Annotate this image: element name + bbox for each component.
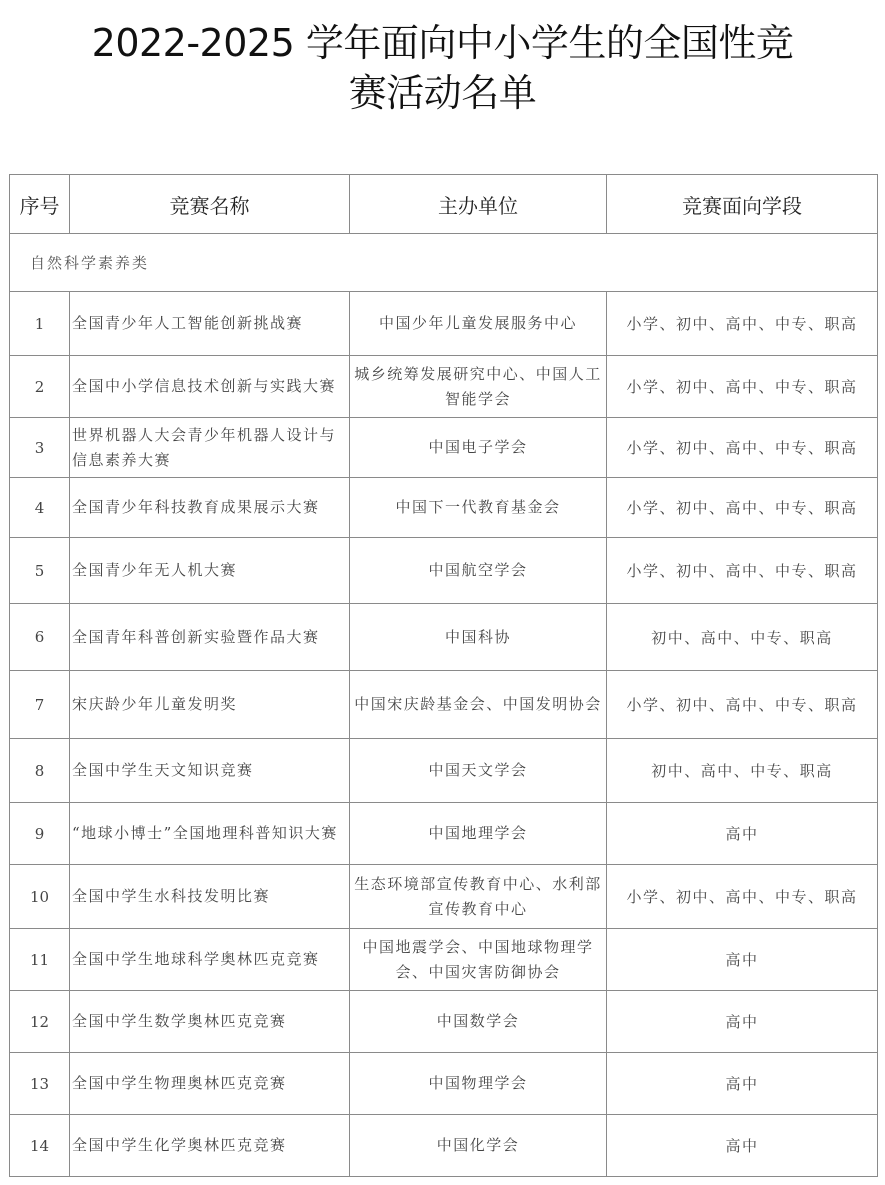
row-number: 12 bbox=[10, 991, 70, 1053]
school-levels: 初中、高中、中专、职高 bbox=[607, 604, 878, 671]
competition-name: 全国中学生化学奥林匹克竞赛 bbox=[70, 1115, 350, 1177]
organizer: 中国宋庆龄基金会、中国发明协会 bbox=[350, 671, 607, 739]
table-row bbox=[10, 478, 878, 538]
table-row bbox=[10, 929, 878, 991]
table-row bbox=[10, 604, 878, 671]
header-no: 序号 bbox=[10, 175, 70, 234]
header-name: 竞赛名称 bbox=[70, 175, 350, 234]
table-row bbox=[10, 671, 878, 739]
row-number: 9 bbox=[10, 803, 70, 865]
table-row bbox=[10, 1115, 878, 1177]
organizer: 城乡统筹发展研究中心、中国人工智能学会 bbox=[350, 356, 607, 418]
competition-name: 全国青年科普创新实验暨作品大赛 bbox=[70, 604, 350, 671]
school-levels: 高中 bbox=[607, 803, 878, 865]
school-levels: 小学、初中、高中、中专、职高 bbox=[607, 538, 878, 604]
school-levels: 高中 bbox=[607, 1053, 878, 1115]
organizer: 中国少年儿童发展服务中心 bbox=[350, 292, 607, 356]
organizer: 中国化学会 bbox=[350, 1115, 607, 1177]
competition-name: 全国中学生水科技发明比赛 bbox=[70, 865, 350, 929]
row-number: 2 bbox=[10, 356, 70, 418]
table-row bbox=[10, 803, 878, 865]
school-levels: 小学、初中、高中、中专、职高 bbox=[607, 292, 878, 356]
competition-name: 世界机器人大会青少年机器人设计与信息素养大赛 bbox=[70, 418, 350, 478]
school-levels: 小学、初中、高中、中专、职高 bbox=[607, 418, 878, 478]
table-row bbox=[10, 356, 878, 418]
category-row bbox=[10, 234, 878, 292]
competition-name: 全国中学生数学奥林匹克竞赛 bbox=[70, 991, 350, 1053]
organizer: 中国航空学会 bbox=[350, 538, 607, 604]
row-number: 6 bbox=[10, 604, 70, 671]
row-number: 5 bbox=[10, 538, 70, 604]
school-levels: 初中、高中、中专、职高 bbox=[607, 739, 878, 803]
school-levels: 高中 bbox=[607, 991, 878, 1053]
table-row bbox=[10, 865, 878, 929]
row-number: 1 bbox=[10, 292, 70, 356]
document-title bbox=[0, 18, 885, 118]
competition-name: 宋庆龄少年儿童发明奖 bbox=[70, 671, 350, 739]
competition-name: 全国中小学信息技术创新与实践大赛 bbox=[70, 356, 350, 418]
organizer: 生态环境部宣传教育中心、水利部宣传教育中心 bbox=[350, 865, 607, 929]
organizer: 中国物理学会 bbox=[350, 1053, 607, 1115]
competition-name: “地球小博士”全国地理科普知识大赛 bbox=[70, 803, 350, 865]
organizer: 中国电子学会 bbox=[350, 418, 607, 478]
table-row bbox=[10, 292, 878, 356]
organizer: 中国数学会 bbox=[350, 991, 607, 1053]
table-row bbox=[10, 739, 878, 803]
competition-name: 全国青少年科技教育成果展示大赛 bbox=[70, 478, 350, 538]
row-number: 7 bbox=[10, 671, 70, 739]
row-number: 10 bbox=[10, 865, 70, 929]
row-number: 8 bbox=[10, 739, 70, 803]
table-row bbox=[10, 538, 878, 604]
competition-name: 全国青少年人工智能创新挑战赛 bbox=[70, 292, 350, 356]
header-levels: 竞赛面向学段 bbox=[607, 175, 878, 234]
header-organizer: 主办单位 bbox=[350, 175, 607, 234]
row-number: 13 bbox=[10, 1053, 70, 1115]
header-row bbox=[10, 175, 878, 234]
organizer: 中国天文学会 bbox=[350, 739, 607, 803]
category-label: 自然科学素养类 bbox=[10, 234, 878, 292]
row-number: 4 bbox=[10, 478, 70, 538]
table-row bbox=[10, 991, 878, 1053]
school-levels: 高中 bbox=[607, 929, 878, 991]
row-number: 3 bbox=[10, 418, 70, 478]
competition-name: 全国中学生天文知识竞赛 bbox=[70, 739, 350, 803]
organizer: 中国下一代教育基金会 bbox=[350, 478, 607, 538]
row-number: 14 bbox=[10, 1115, 70, 1177]
competition-name: 全国中学生物理奥林匹克竞赛 bbox=[70, 1053, 350, 1115]
school-levels: 小学、初中、高中、中专、职高 bbox=[607, 671, 878, 739]
school-levels: 小学、初中、高中、中专、职高 bbox=[607, 865, 878, 929]
school-levels: 小学、初中、高中、中专、职高 bbox=[607, 478, 878, 538]
school-levels: 高中 bbox=[607, 1115, 878, 1177]
table-row bbox=[10, 1053, 878, 1115]
competition-table bbox=[9, 174, 878, 1177]
title-line-1: 2022-2025 学年面向中小学生的全国性竞 bbox=[91, 21, 794, 65]
title-line-2: 赛活动名单 bbox=[348, 71, 537, 115]
organizer: 中国地震学会、中国地球物理学会、中国灾害防御协会 bbox=[350, 929, 607, 991]
organizer: 中国地理学会 bbox=[350, 803, 607, 865]
school-levels: 小学、初中、高中、中专、职高 bbox=[607, 356, 878, 418]
competition-name: 全国青少年无人机大赛 bbox=[70, 538, 350, 604]
row-number: 11 bbox=[10, 929, 70, 991]
organizer: 中国科协 bbox=[350, 604, 607, 671]
table-row bbox=[10, 418, 878, 478]
competition-name: 全国中学生地球科学奥林匹克竞赛 bbox=[70, 929, 350, 991]
